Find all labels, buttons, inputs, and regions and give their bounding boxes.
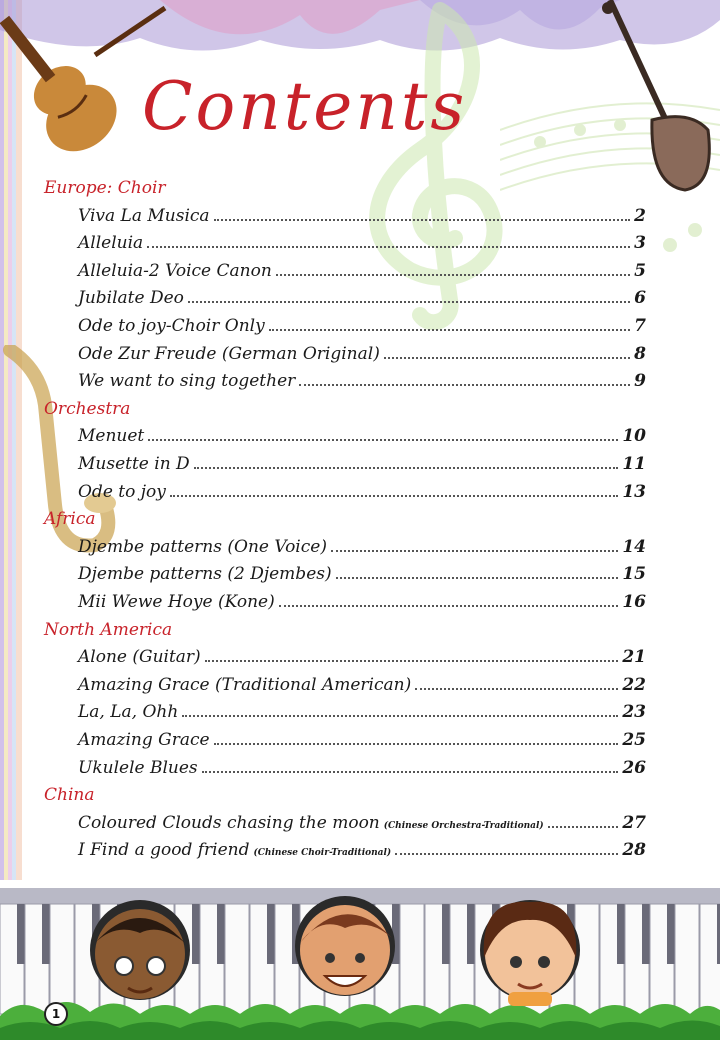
toc-entry-page: 7 <box>634 316 646 336</box>
toc-entry-title: Alone (Guitar) <box>78 647 201 668</box>
toc-entry[interactable] <box>78 645 646 669</box>
section-heading: Orchestra <box>44 398 131 419</box>
dot-leader <box>299 383 630 386</box>
toc-entry[interactable] <box>78 838 646 865</box>
toc-entry-title: We want to sing together <box>78 371 296 392</box>
toc-entry-title: Ode to joy <box>78 481 166 502</box>
toc-entry[interactable] <box>78 369 646 393</box>
dot-leader <box>415 687 618 690</box>
toc-entry-page: 27 <box>622 812 646 833</box>
piano-keys-footer <box>0 888 720 1040</box>
toc-entry[interactable] <box>78 231 646 255</box>
toc-entry[interactable] <box>78 562 646 586</box>
dot-leader <box>279 604 619 607</box>
toc-entry-page: 10 <box>622 426 646 447</box>
toc-entry-page: 28 <box>622 840 646 861</box>
toc-entry-title: Djembe patterns (2 Djembes) <box>78 564 332 585</box>
dot-leader <box>336 576 619 579</box>
section-heading: Africa <box>44 509 96 530</box>
toc-entry-title: Mii Wewe Hoye (Kone) <box>78 592 275 612</box>
toc-entry-title: I Find a good friend <box>78 840 250 861</box>
dot-leader <box>214 742 619 745</box>
toc-entry[interactable] <box>78 590 646 614</box>
toc-entry-page: 22 <box>622 674 646 695</box>
toc-entry-title: Alleluia <box>78 233 144 254</box>
toc-entry-note: (Chinese Orchestra-Traditional) <box>383 820 544 831</box>
toc-entry-title: Viva La Musica <box>78 205 210 226</box>
toc-entry[interactable] <box>78 452 646 476</box>
page-number: 1 <box>44 1002 68 1026</box>
dot-leader <box>205 659 619 662</box>
toc-entry-page: 23 <box>622 702 646 723</box>
toc-entry-page: 15 <box>622 564 646 585</box>
toc-entry[interactable] <box>78 700 646 724</box>
dot-leader <box>269 328 630 331</box>
toc-entry-note: (Chinese Choir-Traditional) <box>253 848 392 859</box>
toc-entry[interactable] <box>78 811 646 838</box>
toc-entry[interactable] <box>78 480 646 504</box>
toc-entry-page: 3 <box>634 233 646 254</box>
section-heading: Europe: Choir <box>44 178 166 198</box>
toc-entry[interactable] <box>78 728 646 752</box>
toc-entry-title: Musette in D <box>78 454 190 474</box>
electric-violin-icon <box>590 0 720 200</box>
toc-entry[interactable] <box>78 204 646 228</box>
toc-entry-title: La, La, Ohh <box>78 702 179 723</box>
toc-entry[interactable] <box>78 424 646 448</box>
toc-entry[interactable] <box>78 342 646 366</box>
toc-entry[interactable] <box>78 535 646 559</box>
toc-entry-page: 21 <box>622 647 646 668</box>
toc-entry-page: 9 <box>634 371 646 392</box>
toc-entry[interactable] <box>78 756 646 780</box>
toc-entry-title: Ode to joy-Choir Only <box>78 316 265 336</box>
toc-entry[interactable] <box>78 286 646 310</box>
toc-entry-page: 14 <box>622 536 646 557</box>
dot-leader <box>395 852 618 855</box>
toc-entry-title: Ukulele Blues <box>78 757 198 778</box>
page-title: Contents <box>142 68 468 145</box>
toc-entry-title: Coloured Clouds chasing the moon <box>78 812 380 833</box>
toc-entry-page: 6 <box>634 288 646 309</box>
child-avatar-1 <box>90 900 190 1000</box>
toc-entry-page: 2 <box>634 205 646 226</box>
dot-leader <box>276 273 630 276</box>
toc-entry-title: Jubilate Deo <box>78 288 184 309</box>
toc-entry-title: Amazing Grace <box>78 730 210 750</box>
dot-leader <box>331 549 618 552</box>
dot-leader <box>147 245 630 248</box>
toc-entry-title: Alleluia-2 Voice Canon <box>78 260 272 281</box>
toc-entry-page: 5 <box>634 260 646 281</box>
toc-entry-page: 26 <box>622 757 646 778</box>
dot-leader <box>384 356 630 359</box>
toc-entry-title: Ode Zur Freude (German Original) <box>78 343 380 364</box>
child-avatar-2 <box>295 896 395 996</box>
bush-icon <box>0 1002 720 1040</box>
dot-leader <box>182 714 618 717</box>
toc-entry-page: 11 <box>622 454 646 474</box>
section-heading: China <box>44 785 95 806</box>
toc-entry-page: 25 <box>622 730 646 750</box>
toc-entry[interactable] <box>78 259 646 283</box>
toc-entry-page: 13 <box>622 481 646 502</box>
section-heading: North America <box>44 619 173 640</box>
dot-leader <box>548 825 619 828</box>
dot-leader <box>170 494 618 497</box>
dot-leader <box>214 218 631 221</box>
dot-leader <box>148 438 618 441</box>
toc-entry[interactable] <box>78 314 646 338</box>
toc-entry-title: Menuet <box>78 426 145 447</box>
dot-leader <box>202 770 619 773</box>
dot-leader <box>188 300 630 303</box>
toc-entry-title: Amazing Grace (Traditional American) <box>78 674 412 695</box>
toc-entry-page: 8 <box>634 343 646 364</box>
toc-entry-title: Djembe patterns (One Voice) <box>78 536 327 557</box>
toc-entry[interactable] <box>78 673 646 697</box>
toc-entry-page: 16 <box>622 592 646 612</box>
dot-leader <box>194 466 619 469</box>
